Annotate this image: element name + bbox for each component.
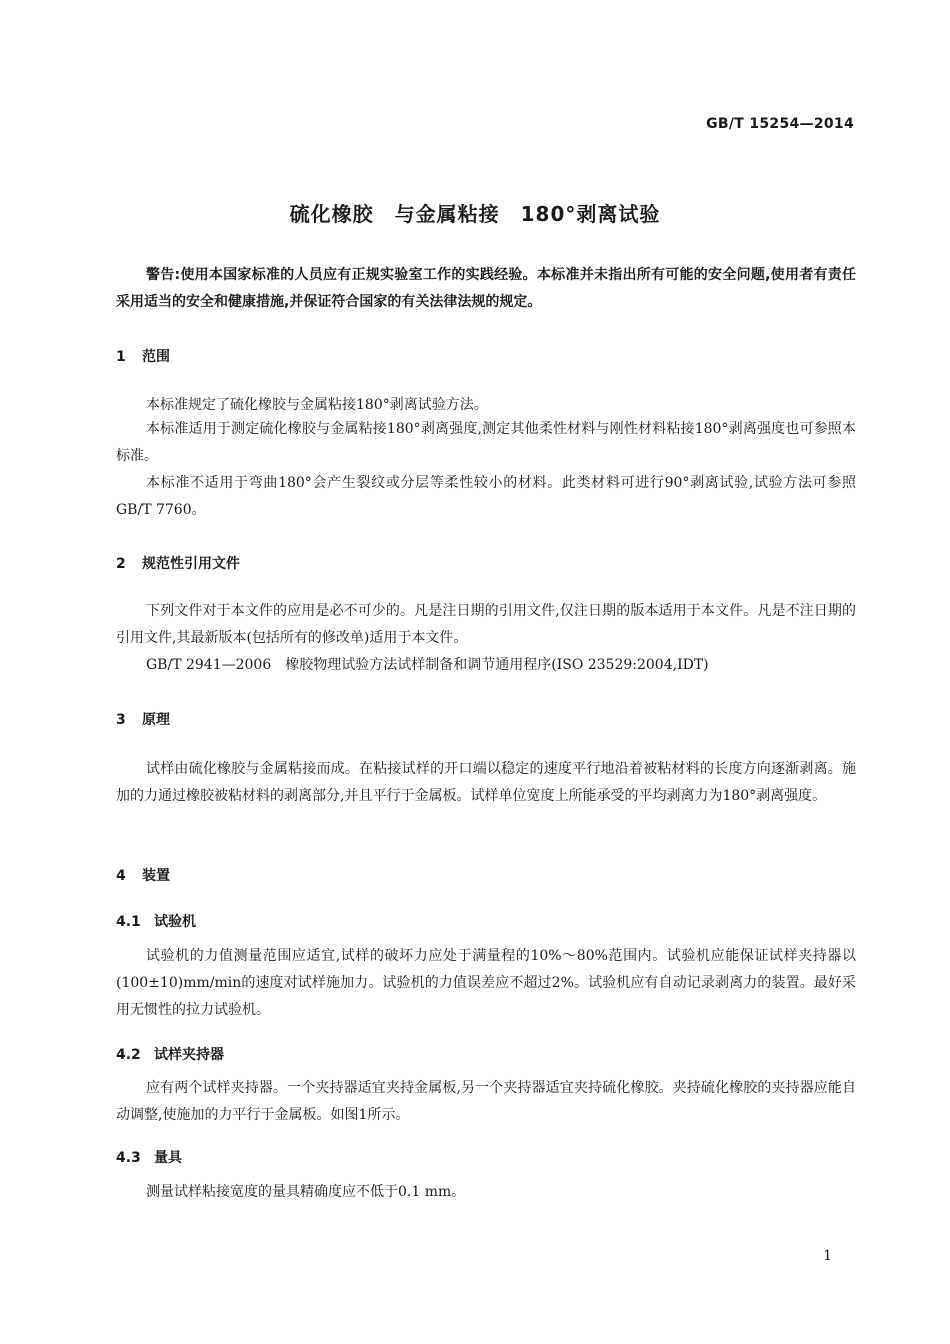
section-2-paragraph-1: 下列文件对于本文件的应用是必不可少的。凡是注日期的引用文件,仅注日期的版本适用于本文件。凡是不注日期的引用文件,其最新版本(包括所有的修改单)适用于本文件。 (116, 603, 856, 646)
section-title: 试验机 (154, 914, 196, 930)
section-1-paragraph-3: 本标准不适用于弯曲180°会产生裂纹或分层等柔性较小的材料。此类材料可进行90°剥离试验,试验方法可参照GB/T 7760。 (116, 475, 856, 518)
section-number: 1 (116, 349, 126, 365)
section-4-3-heading (116, 1147, 182, 1167)
section-4-1-heading (116, 911, 196, 931)
section-number: 4 (116, 868, 126, 884)
section-4-heading (116, 865, 170, 885)
section-title: 试样夹持器 (154, 1047, 224, 1063)
section-number: 4.3 (116, 1150, 141, 1166)
section-3-paragraph-1: 试样由硫化橡胶与金属粘接而成。在粘接试样的开口端以稳定的速度平行地沿着被粘材料的长度方向逐渐剥离。施加的力通过橡胶被粘材料的剥离部分,并且平行于金属板。试样单位宽度上所能承受的平均剥离力为180°剥离强度。 (116, 761, 856, 804)
section-1-paragraph-2: 本标准适用于测定硫化橡胶与金属粘接180°剥离强度,测定其他柔性材料与刚性材料粘接180°剥离强度也可参照本标准。 (116, 421, 856, 464)
section-number: 4.2 (116, 1047, 141, 1063)
section-title: 装置 (142, 868, 170, 884)
section-4-3-paragraph: 测量试样粘接宽度的量具精确度应不低于0.1 mm。 (146, 1184, 466, 1200)
section-4-2-heading (116, 1044, 224, 1064)
section-number: 4.1 (116, 914, 141, 930)
section-number: 2 (116, 556, 126, 572)
page-number: 1 (823, 1248, 832, 1264)
section-1-paragraph-1: 本标准规定了硫化橡胶与金属粘接180°剥离试验方法。 (146, 397, 488, 413)
section-number: 3 (116, 712, 126, 728)
section-title: 范围 (142, 349, 170, 365)
warning-paragraph: 警告:使用本国家标准的人员应有正规实验室工作的实践经验。本标准并未指出所有可能的安全问题,使用者有责任采用适当的安全和健康措施,并保证符合国家的有关法律法规的规定。 (116, 267, 856, 310)
section-4-1-paragraph: 试验机的力值测量范围应适宜,试样的破坏力应处于满量程的10%～80%范围内。试验机应能保证试样夹持器以(100±10)mm/min的速度对试样施加力。试验机的力值误差应不超过2%。试验机应有自动记录剥离力的装置。最好采用无惯性的拉力试验机。 (116, 948, 856, 1018)
section-title: 原理 (142, 712, 170, 728)
section-title: 量具 (154, 1150, 182, 1166)
section-title: 规范性引用文件 (142, 556, 240, 572)
section-2-heading (116, 553, 240, 573)
section-3-heading (116, 709, 170, 729)
section-1-heading (116, 346, 170, 366)
section-4-2-paragraph: 应有两个试样夹持器。一个夹持器适宜夹持金属板,另一个夹持器适宜夹持硫化橡胶。夹持硫化橡胶的夹持器应能自动调整,使施加的力平行于金属板。如图1所示。 (116, 1080, 856, 1123)
document-title: 硫化橡胶 与金属粘接 180°剥离试验 (289, 202, 661, 226)
standard-code: GB/T 15254—2014 (706, 116, 854, 132)
section-2-reference: GB/T 2941—2006 橡胶物理试验方法试样制备和调节通用程序(ISO 23529:2004,IDT) (146, 657, 709, 673)
